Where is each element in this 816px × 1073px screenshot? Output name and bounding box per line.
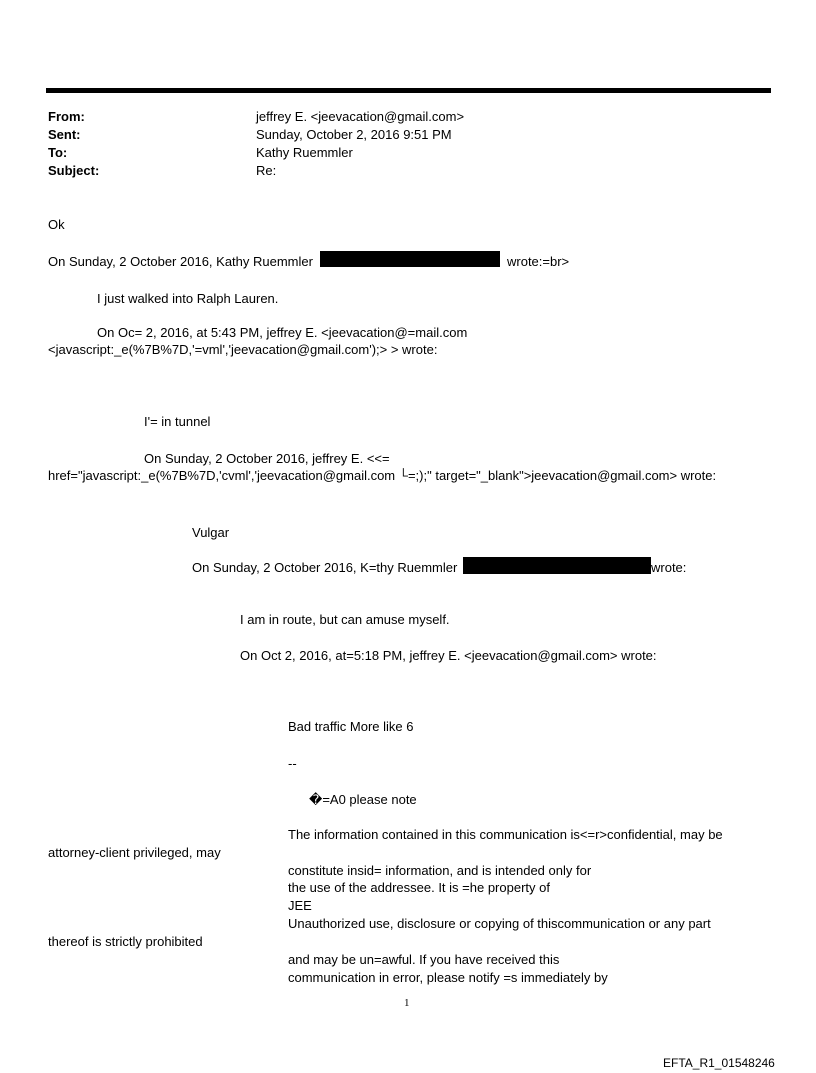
body-line: constitute insid= information, and is intended only for	[288, 863, 592, 878]
body-line: wrote:=br>	[507, 254, 570, 269]
redaction-box	[463, 557, 651, 574]
body-line: attorney-client privileged, may	[48, 845, 221, 860]
body-line: and may be un=awful. If you have received this	[288, 952, 560, 967]
body-line: �=A0 please note	[309, 792, 417, 807]
page-number: 1	[404, 997, 410, 1009]
body-line: Vulgar	[192, 525, 230, 540]
body-line: Ok	[48, 217, 65, 232]
from-label: From:	[48, 109, 85, 124]
body-line: On Oct 2, 2016, at=5:18 PM, jeffrey E. <jeevacation@gmail.com> wrote:	[240, 648, 657, 663]
body-line: The information contained in this communication is<=r>confidential, may be	[288, 827, 723, 842]
body-line: Bad traffic More like 6	[288, 719, 414, 734]
sent-label: Sent:	[48, 127, 81, 142]
body-line: --	[288, 756, 297, 771]
body-line: On Sunday, 2 October 2016, jeffrey E. <<=	[144, 451, 390, 466]
body-line: I just walked into Ralph Lauren.	[97, 291, 279, 306]
body-line: <javascript:_e(%7B%7D,'=vml','jeevacation@gmail.com');> > wrote:	[48, 342, 438, 357]
body-line: On Oc= 2, 2016, at 5:43 PM, jeffrey E. <jeevacation@=mail.com	[97, 325, 468, 340]
body-line: the use of the addressee. It is =he property of	[288, 880, 550, 895]
to-value: Kathy Ruemmler	[256, 145, 353, 160]
to-label: To:	[48, 145, 68, 160]
body-line: JEE	[288, 898, 312, 913]
header-rule	[46, 88, 771, 93]
body-line: communication in error, please notify =s immediately by	[288, 970, 608, 985]
body-line: href="javascript:_e(%7B%7D,'cvml','jeevacation@gmail.com └=;);" target="_blank">jeevacation@gmail.com> wrote:	[48, 468, 717, 483]
bates-number: EFTA_R1_01548246	[663, 1056, 775, 1070]
body-line: I'= in tunnel	[144, 414, 211, 429]
body-line: thereof is strictly prohibited	[48, 934, 203, 949]
body-line: wrote:	[651, 560, 687, 575]
redaction-box	[320, 251, 500, 267]
subject-value: Re:	[256, 163, 277, 178]
body-line: On Sunday, 2 October 2016, Kathy Ruemmler	[48, 254, 313, 269]
body-line: On Sunday, 2 October 2016, K=thy Ruemmler	[192, 560, 458, 575]
body-line: I am in route, but can amuse myself.	[240, 612, 450, 627]
sent-value: Sunday, October 2, 2016 9:51 PM	[256, 127, 452, 142]
from-value: jeffrey E. <jeevacation@gmail.com>	[256, 109, 465, 124]
body-line: Unauthorized use, disclosure or copying of thiscommunication or any part	[288, 916, 711, 931]
subject-label: Subject:	[48, 163, 100, 178]
